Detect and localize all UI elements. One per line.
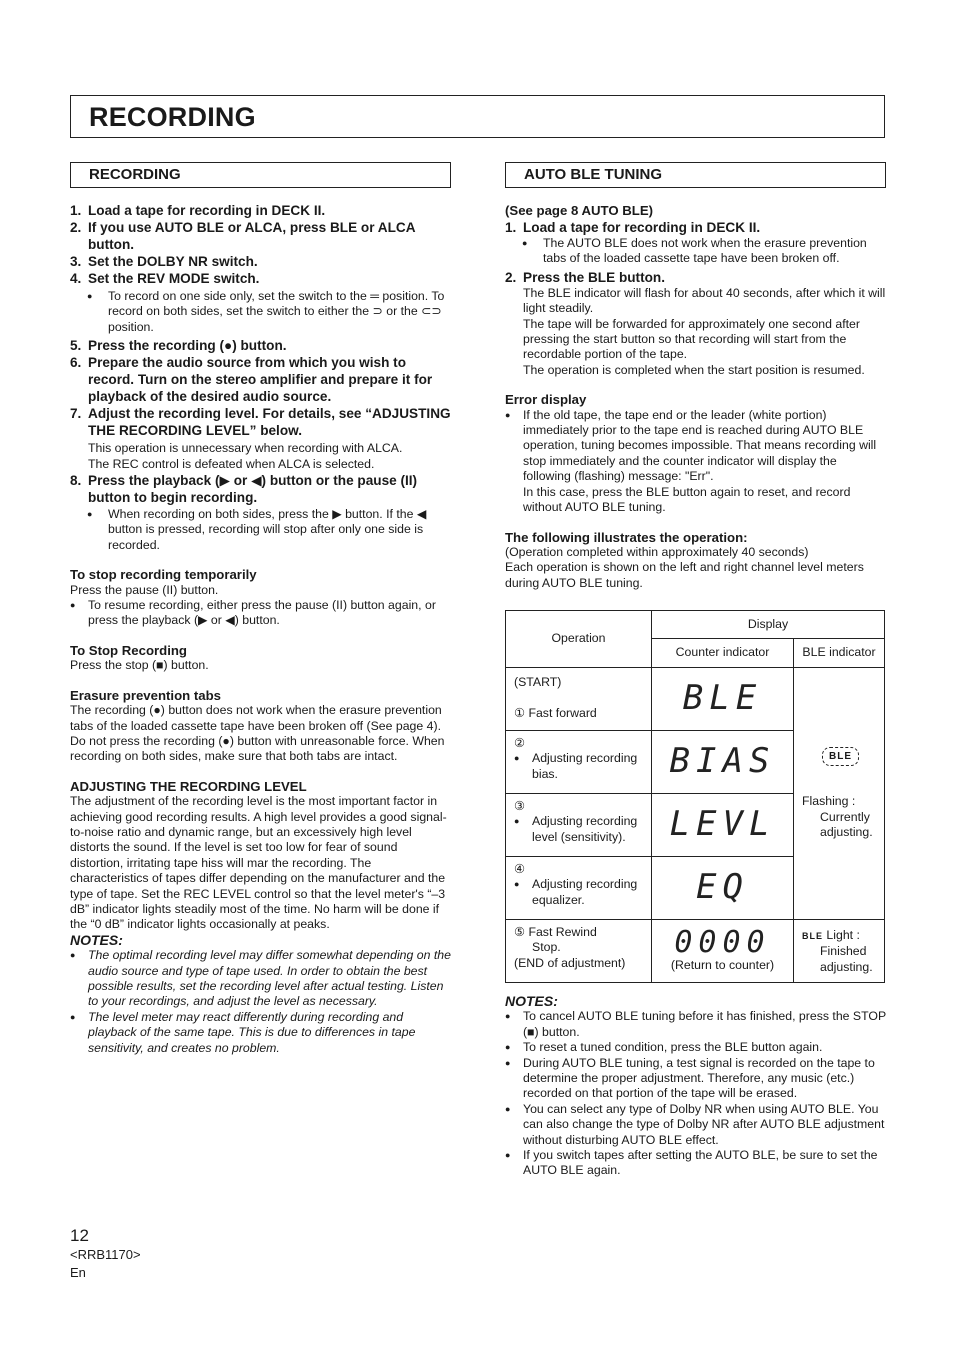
illus-heading: The following illustrates the operation: <box>505 529 748 545</box>
ble-step-2-p3: The operation is completed when the start position is resumed. <box>523 362 865 377</box>
step-4: 4. Set the REV MODE switch. <box>70 271 260 286</box>
stop-heading: To Stop Recording <box>70 642 187 658</box>
section-heading-auto-ble <box>505 162 886 188</box>
flashing-label: Flashing : <box>802 794 856 809</box>
stop-temp-bullet: ● To resume recording, either press the pause (II) button again, or press the playback (▶ or ◀) button. <box>70 598 453 629</box>
adjust-text: The adjustment of the recording level is the most important factor in achieving good recording results. A high level provides a good signal-to-noise ratio and dynamic range, but an excessively high level distorts the sound. If the level is set too low for fear of sound distortion, irritating tape hiss will mar the recording. The characteristics of tapes differ depending on the manufacturer and the type of tape. Set the REC LEVEL control so that the level meter's “–3 dB” indicator lights steadily most of the time. No harm will be done if the “0 dB” indicator lights occasionally at peaks. <box>70 794 447 932</box>
flashing-text-2: adjusting. <box>820 824 873 839</box>
ble-light-cell <box>794 920 885 983</box>
step-8: 8. Press the playback (▶ or ◀) button or the pause (II) button to begin recording. <box>70 473 418 506</box>
left-column <box>70 202 453 1056</box>
step-8-bullet: ● When recording on both sides, press the ▶ button. If the ◀ button is pressed, recording will stop after only one side is recorded. <box>70 507 453 553</box>
right-note-2: ● To reset a tuned condition, press the BLE button again. <box>505 1040 887 1055</box>
section-heading-recording <box>70 162 451 188</box>
header-operation: Operation <box>506 611 652 668</box>
row-num: ② <box>514 736 526 750</box>
error-heading: Error display <box>505 392 587 408</box>
step-7-note-rec: The REC control is defeated when ALCA is selected. <box>88 456 375 471</box>
right-note-4: ● You can select any type of Dolby NR when using AUTO BLE. You can also change the type of Dolby NR after AUTO BLE adjustment without disturbing AUTO BLE effect. <box>505 1102 887 1148</box>
left-note-1: ● The optimal recording level may differ somewhat depending on the audio source and type of tape used. In order to obtain the best possible results, set the recording level after actual testing. Listen to your recordings, and adjust the level as necessary. <box>70 948 453 1010</box>
rev-mode-bullet: ● To record on one side only, set the switch to the ═ position. To record on both sides, set the switch to either the ⊃ or the ⊂⊃ position. <box>70 289 453 335</box>
step-7-note-alca: This operation is unnecessary when recording with ALCA. <box>88 441 403 456</box>
stop-temp-text: Press the pause (II) button. <box>70 582 219 597</box>
right-notes <box>505 990 887 1179</box>
section-heading-text: AUTO BLE TUNING <box>524 166 663 183</box>
light-text-1: Finished <box>820 944 867 959</box>
row-end: (END of adjustment) <box>514 955 626 970</box>
light-text-2: adjusting. <box>820 959 873 974</box>
table-row <box>506 920 885 983</box>
row-bias: ● Adjusting recording bias. <box>514 751 643 782</box>
display-counter: 0000 <box>674 925 771 961</box>
step-2: 2. If you use AUTO BLE or ALCA, press BLE or ALCA button. <box>70 220 416 252</box>
right-notes-heading: NOTES: <box>505 993 558 1009</box>
row-start-label: (START) <box>514 675 562 689</box>
error-bullet: ● If the old tape, the tape end or the leader (white portion) immediately prior to the tape end is reached during AUTO BLE operation, tuning becomes impossible. That means recording will stop immediately and the counter indicator will display the following (flashing) message: "Err". <box>505 408 887 485</box>
page-title-box <box>70 95 885 138</box>
ble-step-2-p1: The BLE indicator will flash for about 40 seconds, after which it will light steadily. <box>523 285 886 316</box>
row-num: ③ <box>514 799 526 813</box>
doc-code: <RRB1170> <box>70 1247 141 1262</box>
right-note-1: ● To cancel AUTO BLE tuning before it has finished, press the STOP (■) button. <box>505 1009 887 1040</box>
illus-text-1: (Operation completed within approximately 40 seconds) <box>505 544 809 559</box>
step-1: 1. Load a tape for recording in DECK II. <box>70 203 326 218</box>
auto-ble-table <box>505 610 885 983</box>
row-fast-forward: ① Fast forward <box>514 706 597 721</box>
page-number: 12 <box>70 1226 89 1245</box>
step-5: 5. Press the recording (●) button. <box>70 338 287 354</box>
adjust-heading: ADJUSTING THE RECORDING LEVEL <box>70 778 307 794</box>
language: En <box>70 1265 86 1280</box>
row-level: ● Adjusting recording level (sensitivity). <box>514 814 643 845</box>
display-eq: EQ <box>652 857 794 920</box>
row-stop: Stop. <box>532 940 561 955</box>
row-num: ④ <box>514 862 526 876</box>
section-heading-text: RECORDING <box>89 166 181 183</box>
ble-step-1: 1. Load a tape for recording in DECK II. <box>505 220 761 235</box>
table-row <box>506 668 885 731</box>
ble-flashing-cell <box>794 668 885 920</box>
left-notes-heading: NOTES: <box>70 931 123 948</box>
step-7: 7. Adjust the recording level. For details, see “ADJUSTING THE RECORDING LEVEL” below. <box>70 406 451 439</box>
ble-step-2-p2: The tape will be forwarded for approximately one second after pressing the start button so that recording will start from the recordable portion of the tape. <box>523 316 860 362</box>
stop-temp-heading: To stop recording temporarily <box>70 567 257 583</box>
flashing-text-1: Currently <box>820 809 870 824</box>
row-rewind: ⑤ Fast Rewind <box>514 925 597 939</box>
illus-text-2: Each operation is shown on the left and right channel level meters during AUTO BLE tuning. <box>505 560 864 590</box>
display-bias: BIAS <box>652 731 794 794</box>
erasure-text: The recording (●) button does not work when the erasure prevention tabs of the loaded cassette tape have been broken off (See page 4). Do not press the recording (●) button with unreasonable force. When recording on both sides, make sure that both tabs are intact. <box>70 703 445 764</box>
step-6: 6. Prepare the audio source from which you wish to record. Turn on the stereo amplifier and prepare it for playback of the desired audio source. <box>70 355 433 405</box>
ble-step-1-bullet: ● The AUTO BLE does not work when the erasure prevention tabs of the loaded cassette tape have been broken off. <box>505 236 887 267</box>
ble-flashing-icon: BLE <box>822 747 859 766</box>
page-title: RECORDING <box>89 102 256 132</box>
stop-text: Press the stop (■) button. <box>70 658 209 673</box>
return-to-counter: (Return to counter) <box>670 958 775 973</box>
see-page-ref: (See page 8 AUTO BLE) <box>505 203 654 218</box>
ble-step-2: 2. Press the BLE button. <box>505 269 665 285</box>
display-level: LEVL <box>652 794 794 857</box>
left-note-2: ● The level meter may react differently during recording and playback of the same tape. This is due to differences in tape sensitivity, and creates no problem. <box>70 1010 453 1056</box>
right-note-3: ● During AUTO BLE tuning, a test signal is recorded on the tape to determine the proper adjustment. Therefore, any music (etc.) recorded on that portion of the tape will be erased. <box>505 1056 887 1102</box>
header-display: Display <box>652 611 885 639</box>
header-counter: Counter indicator <box>652 639 794 668</box>
right-column <box>505 202 887 591</box>
row-eq: ● Adjusting recording equalizer. <box>514 877 643 908</box>
right-note-5: ● If you switch tapes after setting the AUTO BLE, be sure to set the AUTO BLE again. <box>505 1148 887 1179</box>
ble-light-icon: BLE <box>802 931 823 941</box>
light-label: Light : <box>826 928 860 942</box>
display-ble: BLE <box>652 668 794 731</box>
step-3: 3. Set the DOLBY NR switch. <box>70 254 258 269</box>
header-ble: BLE indicator <box>794 639 885 668</box>
error-bullet-2: In this case, press the BLE button again to reset, and record without AUTO BLE tuning. <box>523 484 851 515</box>
erasure-heading: Erasure prevention tabs <box>70 687 221 703</box>
